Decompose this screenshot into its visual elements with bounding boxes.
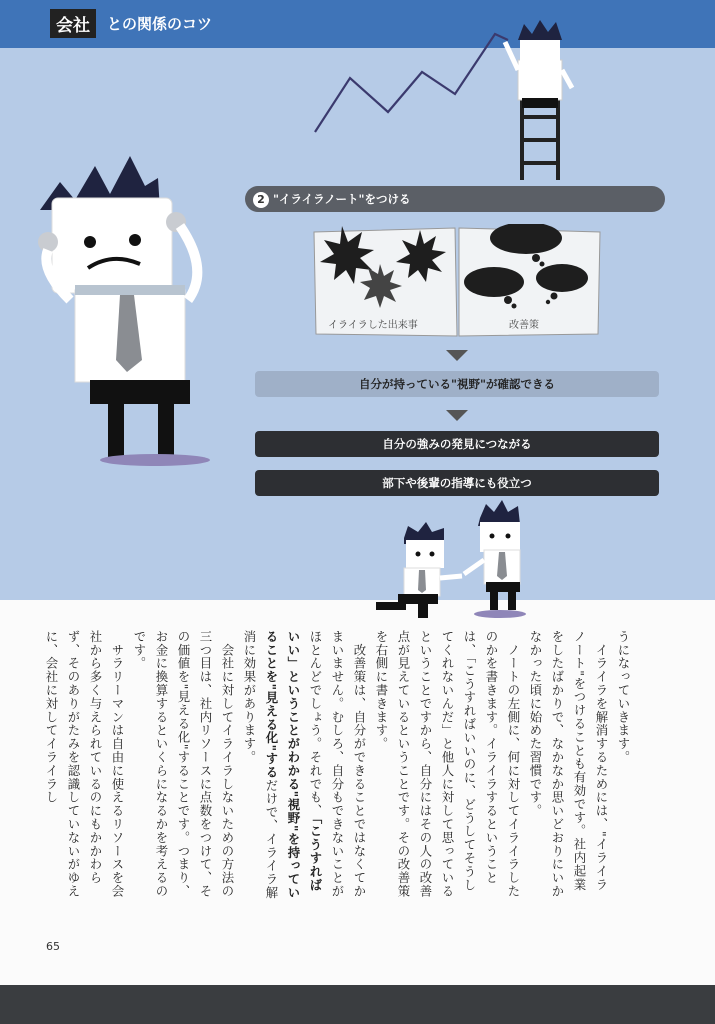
footer-band [0,985,715,1024]
page-number: 65 [46,940,60,953]
result-vision-box: 自分が持っている"視野"が確認できる [255,371,659,397]
body-paragraph [238,630,370,900]
worried-man-illustration [30,150,220,470]
arrow-down-icon [446,350,468,361]
notebook-right-label: 改善策 [509,320,539,331]
body-text [40,630,634,900]
emphasis-text: 「こうすればいい」ということがわかる"視野"を持っていることを"見える化"する [264,630,323,900]
result-strength-box: 自分の強みの発見につながる [255,431,659,457]
body-paragraph [40,630,128,900]
paragraph-text: サラリーマンは自由に使えるリソースを会社から多く与えられているのにもかかわらず、そのありがたみを認識していないがゆえに、会社に対してイライラし [44,630,125,898]
paragraph-text: うになっていきます。 [616,630,631,764]
notebook-left-label: イライラした出来事 [328,320,418,331]
paragraph-text: 会社に対してイライラしないための方法の三つ目は、社内リソースに点数をつけて、その価値を"見える化"することです。つまり、お金に換算するといくらになるかを考えるのです。 [132,630,235,898]
helping-men-illustration [368,498,548,628]
step-number: 2 [253,192,269,208]
paragraph-text: 改善策は、自分ができることではなくてかまいません。むしろ、自分もできないことがほとんどでしょう。それでも、 [308,630,367,898]
body-paragraph [524,630,612,900]
body-paragraph [612,630,634,900]
paragraph-text: ノートの左側に、何に対してイライラしたのかを書きます。イライラするということは、「こうすればいいのに、どうしてそうしてくれないんだ」と他人に対して思っているということですから、自分にはその人の改善点が見えているということです。その改善策を右側に書きます。 [374,630,521,898]
paragraph-text: だけで、イライラ解消に効果があります。 [242,630,279,900]
irritation-notebook [312,224,602,339]
step-title: "イライラノート"をつける [273,192,411,206]
body-paragraph [128,630,238,900]
chapter-tag: 会社 [50,9,96,38]
chapter-title: との関係のコツ [107,15,213,33]
body-text-column [40,630,680,900]
growth-line-illustration [310,20,580,180]
result-mentoring-box: 部下や後輩の指導にも役立つ [255,470,659,496]
body-paragraph [370,630,524,900]
arrow-down-icon [446,410,468,421]
step-header [245,186,665,212]
paragraph-text: イライラを解消するためには、"イライラノート"をつけることも有効です。社内起業をしたばかりで、なかなか思いどおりにいかなかった頃に始めた習慣です。 [528,630,609,898]
